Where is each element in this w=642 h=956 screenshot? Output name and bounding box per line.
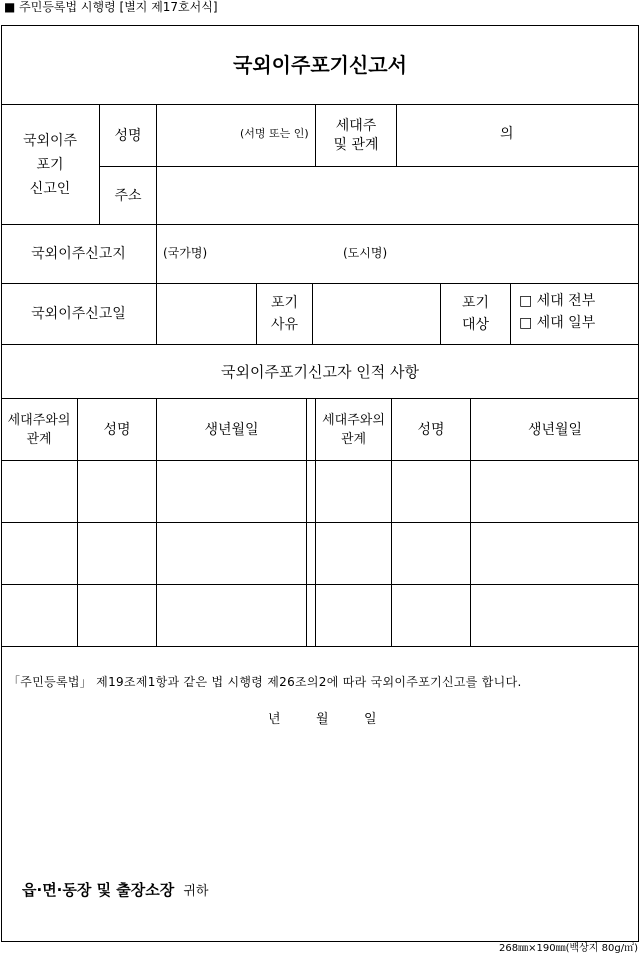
applicant-label-line-2: 포기 <box>36 156 64 173</box>
col-relation-line-1: 세대주와의 <box>7 412 71 428</box>
addressee-authority: 읍·면·동장 및 출장소장 <box>22 881 175 899</box>
paper-spec-note: 268㎜×190㎜(백상지 80g/㎡) <box>499 943 638 954</box>
table-row[interactable] <box>1 461 639 522</box>
form-title: 국외이주포기신고서 <box>233 53 407 77</box>
target-option-part-checkbox[interactable]: □ 세대 일부 <box>519 315 596 331</box>
reason-label-line-2: 사유 <box>270 317 299 333</box>
name-label: 성명 <box>114 127 142 144</box>
col-relation-line-2: 관계 <box>26 431 52 447</box>
col-birth-header-left: 생년월일 <box>204 421 259 438</box>
relation-label-line-2: 및 관계 <box>333 136 379 153</box>
addressee <box>22 879 208 903</box>
col-relation-line-2: 관계 <box>340 431 367 447</box>
persons-section-title: 국외이주포기신고자 인적 사항 <box>221 362 419 381</box>
target-label-line-1: 포기 <box>461 295 490 311</box>
date-year-label: 년 <box>268 712 281 727</box>
relation-field[interactable] <box>397 105 639 166</box>
date-month-label: 월 <box>316 712 329 727</box>
reason-label-line-1: 포기 <box>270 295 299 311</box>
address-label: 주소 <box>114 187 142 204</box>
relation-suffix: 의 <box>500 126 514 142</box>
country-label: (국가명) <box>163 246 208 260</box>
col-name-header-left: 성명 <box>103 421 131 438</box>
declaration-statement: 「주민등록법」 제19조제1항과 같은 법 시행령 제26조의2에 따라 국외이주포기신고를 합니다. <box>8 675 522 689</box>
report-date-field[interactable] <box>157 284 256 344</box>
applicant-group-label <box>1 105 99 224</box>
relation-label-line-1: 세대주 <box>335 117 377 134</box>
col-name-header-right: 성명 <box>417 421 445 438</box>
date-day-label: 일 <box>364 712 377 727</box>
target-option-all-checkbox[interactable]: □ 세대 전부 <box>519 293 596 309</box>
address-field[interactable] <box>157 167 639 224</box>
reason-label <box>257 284 312 344</box>
col-relation-header-right <box>316 399 391 460</box>
signature-hint: (서명 또는 인) <box>240 127 309 140</box>
city-label: (도시명) <box>343 246 388 260</box>
addressee-suffix: 귀하 <box>183 884 209 899</box>
col-relation-line-1: 세대주와의 <box>322 412 385 428</box>
report-date-label: 국외이주신고일 <box>31 306 126 322</box>
table-row[interactable] <box>1 585 639 646</box>
applicant-label-line-3: 신고인 <box>29 180 71 197</box>
target-label <box>441 284 510 344</box>
target-label-line-2: 대상 <box>461 317 490 333</box>
form-header-note: ■ 주민등록법 시행령 [별지 제17호서식] <box>4 0 218 14</box>
relation-label <box>316 105 396 166</box>
destination-label: 국외이주신고지 <box>31 246 126 262</box>
col-relation-header-left <box>1 399 77 460</box>
destination-field[interactable] <box>157 225 639 283</box>
table-row[interactable] <box>1 523 639 584</box>
applicant-label-line-1: 국외이주 <box>22 132 78 149</box>
reason-field[interactable] <box>313 284 440 344</box>
col-birth-header-right: 생년월일 <box>527 421 583 438</box>
